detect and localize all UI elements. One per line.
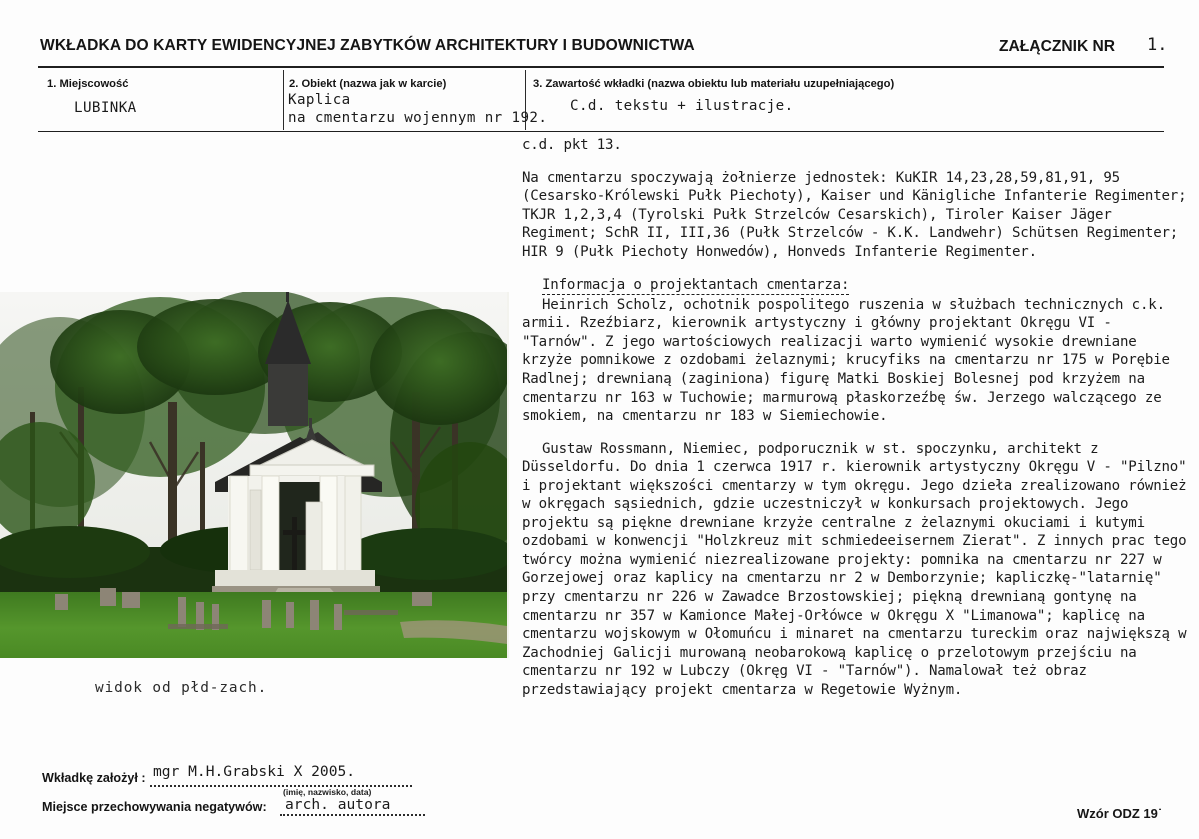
table-col1-header: 1. Miejscowość bbox=[47, 78, 129, 90]
header-rule-top bbox=[38, 66, 1164, 68]
form-code: Wzór ODZ 19˙ bbox=[1077, 806, 1163, 821]
table-col3-value: C.d. tekstu + ilustracje. bbox=[570, 98, 794, 114]
founded-by-label: Wkładkę założył : bbox=[42, 771, 146, 785]
annex-number: 1. bbox=[1147, 35, 1168, 55]
founded-by-hint: (imię, nazwisko, data) bbox=[283, 787, 372, 797]
designer-scholz-paragraph: Heinrich Scholz, ochotnik pospolitego ruszenia w służbach technicznych c.k. armii. Rzeźbiarz, kierownik artystyczny i główny projektant Okręgu VI - "Tarnów". Z jego wartościowych realizacji warto wymienić wysokie drewniane krzyże pomnikowe z ozdobami żelaznymi; krucyfiks na cmentarzu nr 175 w Porębie Radlnej; drewnianą (zaginiona) figurę Matki Boskiej Bolesnej pod krzyżem na cmentarzu nr 163 w Tuchowie; marmurową płaskorzeźbę św. Jerzego walczącego ze smokiem, na cmentarzu nr 183 w Siemiechowie. bbox=[522, 296, 1170, 425]
continuation-note: c.d. pkt 13. bbox=[522, 137, 622, 153]
section-heading-text: Informacja o projektantach cmentarza: bbox=[542, 277, 850, 294]
annex-label: ZAŁĄCZNIK NR bbox=[999, 38, 1116, 55]
negatives-dotted-line bbox=[280, 814, 425, 816]
chapel-photograph bbox=[0, 292, 509, 658]
body-text-column bbox=[522, 136, 1194, 699]
founded-by-dotted-line bbox=[150, 785, 412, 787]
table-col2-value-line2: na cmentarzu wojennym nr 192. bbox=[288, 110, 548, 126]
table-col2-header: 2. Obiekt (nazwa jak w karcie) bbox=[289, 78, 447, 90]
table-col2-value-line1: Kaplica bbox=[288, 92, 351, 108]
photo-caption: widok od płd-zach. bbox=[95, 680, 268, 696]
units-paragraph: Na cmentarzu spoczywają żołnierze jednostek: KuKIR 14,23,28,59,81,91, 95 (Cesarsko-Królewski Pułk Piechoty), Kaiser und Känigliche Infanterie Regimenter; TKJR 1,2,3,4 (Tyrolski Pułk Strzelców Cesarskich), Tiroler Kaiser Jäger Regiment; SchR II, III,36 (Pułk Strzelców - K.K. Landwehr) Schütsen Regimenter; HIR 9 (Pułk Piechoty Honwedów), Honveds Infanterie Regimenter. bbox=[522, 169, 1187, 260]
founded-by-value: mgr M.H.Grabski X 2005. bbox=[153, 763, 356, 780]
table-divider-1 bbox=[283, 70, 284, 130]
table-col1-value: LUBINKA bbox=[74, 100, 137, 116]
designer-rossmann-paragraph: Gustaw Rossmann, Niemiec, podporucznik w st. spoczynku, architekt z Düsseldorfu. Do dnia 1 czerwca 1917 r. kierownik artystyczny Okręgu V - "Pilzno" i projektant większości cmentarzy w tym okręgu. Jego dzieła zrealizowano również w okręgach sąsiednich, gdzie uczestniczył w konkursach projektowych. Jego projektu są piękne drewniane krzyże centralne z żelaznymi okuciami i kutymi ozdobami w konwencji "Holzkreuz mit schmiedeeisernem Zierat". Z innych prac tego twórcy można wymienić niezrealizowane projekty: pomnika na cmentarzu nr 227 w Gorzejowej oraz kaplicy na cmentarzu nr 2 w Demborzynie; kapliczkę-"latarnię" przy cmentarzu nr 226 w Zawadce Brzostowskiej; piękną drewnianą gontynę na cmentarzu nr 357 w Kamionce Małej-Orłówce w Okręgu X "Limanowa"; kaplicę na cmentarzu wojskowym w Ołomuńcu i minaret na cmentarzu tureckim oraz największą w Zachodniej Galicji murowaną neobarokową kaplicę o przelotowym przejściu na cmentarzu nr 192 w Lubczy (Okręg VI - "Tarnów"). Namalował też obraz przedstawiający projekt cmentarza w Regetowie Wyżnym. bbox=[522, 440, 1187, 698]
table-col3-header: 3. Zawartość wkładki (nazwa obiektu lub materiału uzupełniającego) bbox=[533, 78, 895, 90]
negatives-label: Miejsce przechowywania negatywów: bbox=[42, 800, 267, 814]
page-title: WKŁADKA DO KARTY EWIDENCYJNEJ ZABYTKÓW ARCHITEKTURY I BUDOWNICTWA bbox=[40, 37, 695, 54]
header-rule-bottom bbox=[38, 131, 1164, 132]
section-heading bbox=[522, 276, 1194, 295]
photo-illustration bbox=[0, 292, 507, 658]
negatives-value: arch. autora bbox=[285, 796, 391, 813]
